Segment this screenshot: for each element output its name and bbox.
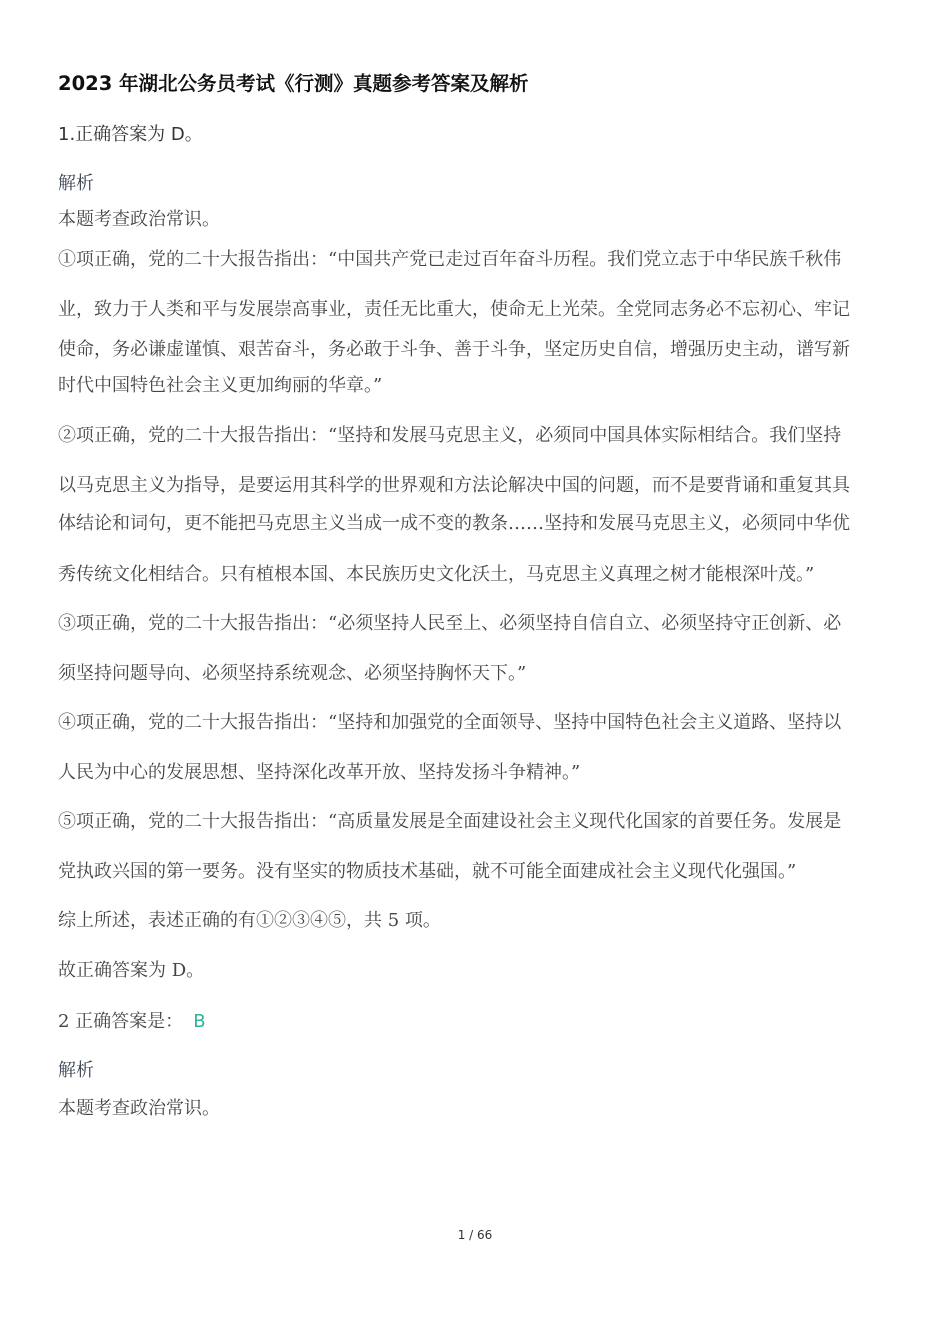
q2-answer-line	[58, 1010, 206, 1034]
q2-answer-prefix: 2 正确答案是：	[58, 1011, 184, 1032]
q1-item2-line3: 体结论和词句，更不能把马克思主义当成一成不变的教条……坚持和发展马克思主义，必须同中华优	[58, 513, 850, 534]
q1-item2-line1: ②项正确，党的二十大报告指出：“坚持和发展马克思主义，必须同中国具体实际相结合。我们坚持	[58, 425, 842, 446]
q1-conclusion: 故正确答案为 D。	[58, 960, 205, 981]
q1-item1-line4: 时代中国特色社会主义更加绚丽的华章。”	[58, 375, 383, 396]
q2-analysis-heading: 解析	[58, 1060, 94, 1081]
q1-item5-line2: 党执政兴国的第一要务。没有坚实的物质技术基础，就不可能全面建成社会主义现代化强国。”	[58, 861, 797, 882]
q1-item4-line1: ④项正确，党的二十大报告指出：“坚持和加强党的全面领导、坚持中国特色社会主义道路、坚持以	[58, 712, 842, 733]
q1-item4-line2: 人民为中心的发展思想、坚持深化改革开放、坚持发扬斗争精神。”	[58, 762, 581, 783]
q2-answer-value: B	[193, 1011, 206, 1032]
q1-item2-line2: 以马克思主义为指导，是要运用其科学的世界观和方法论解决中国的问题，而不是要背诵和重复其具	[58, 475, 850, 496]
q1-item2-line4: 秀传统文化相结合。只有植根本国、本民族历史文化沃土，马克思主义真理之树才能根深叶茂。”	[58, 564, 815, 585]
q1-item3-line1: ③项正确，党的二十大报告指出：“必须坚持人民至上、必须坚持自信自立、必须坚持守正创新、必	[58, 613, 842, 634]
q1-item5-line1: ⑤项正确，党的二十大报告指出：“高质量发展是全面建设社会主义现代化国家的首要任务。发展是	[58, 811, 842, 832]
document-title: 2023 年湖北公务员考试《行测》真题参考答案及解析	[58, 72, 529, 95]
q2-intro: 本题考查政治常识。	[58, 1098, 220, 1119]
q1-summary: 综上所述，表述正确的有①②③④⑤，共 5 项。	[58, 910, 441, 931]
q1-answer-line: 1.正确答案为 D。	[58, 124, 203, 145]
q1-item1-line3: 使命，务必谦虚谨慎、艰苦奋斗，务必敢于斗争、善于斗争，坚定历史自信，增强历史主动，谱写新	[58, 339, 850, 360]
q1-analysis-heading: 解析	[58, 173, 94, 194]
q1-item1-line2: 业，致力于人类和平与发展崇高事业，责任无比重大，使命无上光荣。全党同志务必不忘初心、牢记	[58, 299, 850, 320]
q1-item3-line2: 须坚持问题导向、必须坚持系统观念、必须坚持胸怀天下。”	[58, 663, 527, 684]
page-indicator: 1 / 66	[457, 1228, 493, 1242]
q1-intro: 本题考查政治常识。	[58, 209, 220, 230]
q1-item1-line1: ①项正确，党的二十大报告指出：“中国共产党已走过百年奋斗历程。我们党立志于中华民族千秋伟	[58, 249, 842, 270]
